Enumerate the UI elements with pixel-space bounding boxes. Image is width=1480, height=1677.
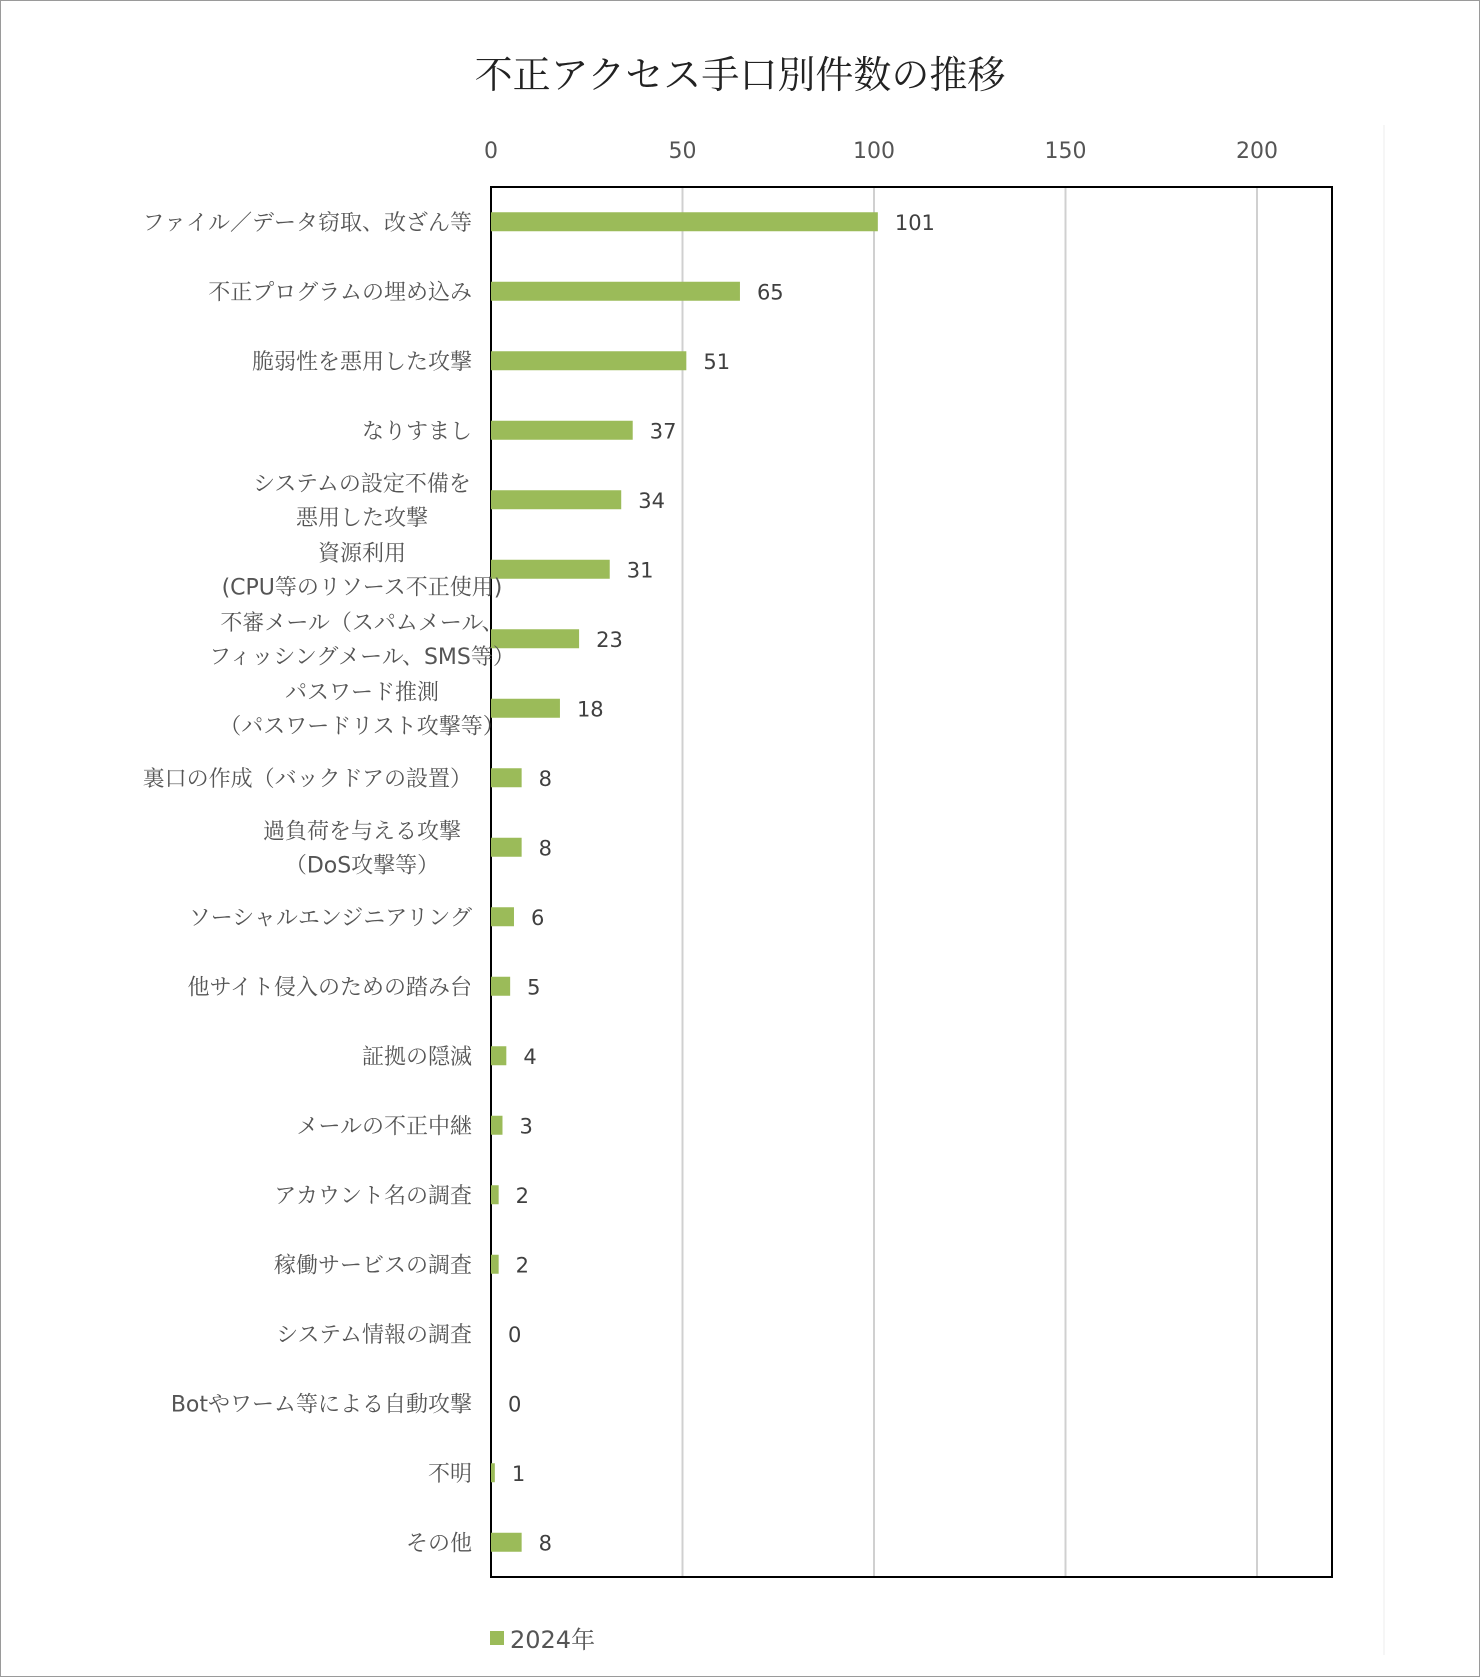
data-label: 2	[515, 1183, 530, 1208]
data-label: 5	[527, 975, 541, 1000]
category-label: アカウント名の調査	[274, 1183, 472, 1209]
bar	[491, 1533, 522, 1552]
category-label: （DoS攻撃等）	[284, 853, 440, 879]
data-label: 31	[626, 558, 654, 583]
data-label: 2	[515, 1253, 530, 1278]
category-label: 証拠の隠滅	[361, 1044, 472, 1070]
category-label: 他サイト侵入のための踏み台	[187, 975, 472, 1001]
chart-title: 不正アクセス手口別件数の推移	[474, 53, 1006, 97]
x-tick-label: 200	[1236, 139, 1278, 164]
bar	[491, 212, 878, 231]
category-label: 稼働サービスの調査	[273, 1253, 472, 1279]
bar	[491, 560, 610, 579]
category-label: 脆弱性を悪用した攻撃	[251, 349, 472, 375]
category-label: ファイル／データ窃取、改ざん等	[142, 210, 472, 236]
category-label: 不審メール（スパムメール、	[220, 610, 504, 636]
bar	[491, 1116, 502, 1135]
data-label: 65	[756, 280, 784, 305]
bar	[491, 1185, 499, 1204]
x-tick-label: 0	[484, 139, 498, 164]
x-tick-label: 100	[853, 139, 895, 164]
bar	[491, 1463, 495, 1482]
legend-label: 2024年	[510, 1626, 596, 1654]
category-label: 不正プログラムの埋め込み	[208, 280, 472, 306]
data-label: 0	[508, 1322, 522, 1347]
category-label: 裏口の作成（バックドアの設置）	[142, 766, 472, 792]
data-label: 34	[638, 488, 665, 513]
category-label: (CPU等のリソース不正使用)	[221, 575, 503, 601]
data-label: 23	[596, 627, 623, 652]
bar	[491, 838, 522, 857]
data-label: 1	[511, 1461, 526, 1486]
data-label: 37	[649, 419, 677, 444]
bar	[491, 768, 522, 787]
bar	[491, 282, 740, 301]
data-label: 4	[523, 1044, 537, 1069]
data-label: 18	[576, 697, 604, 722]
data-label: 0	[508, 1392, 522, 1417]
category-label: 悪用した攻撃	[295, 505, 429, 531]
bar	[491, 351, 686, 370]
data-label: 6	[530, 905, 545, 930]
category-label: なりすまし	[361, 419, 472, 445]
category-label: システムの設定不備を	[253, 471, 471, 497]
data-label: 8	[538, 836, 553, 861]
category-label: メールの不正中継	[296, 1114, 472, 1140]
category-label: （パスワードリスト攻撃等）	[219, 714, 505, 740]
legend	[490, 1620, 595, 1655]
category-label: 不明	[427, 1461, 472, 1487]
bar	[491, 1255, 499, 1274]
category-label: Botやワーム等による自動攻撃	[170, 1392, 472, 1418]
data-label: 101	[894, 210, 935, 235]
category-label: フィッシングメール、SMS等）	[209, 644, 515, 670]
bar	[491, 490, 621, 509]
bar	[491, 977, 510, 996]
legend-swatch	[490, 1631, 504, 1645]
category-label: その他	[405, 1531, 472, 1557]
x-tick-label: 150	[1044, 139, 1087, 164]
bar	[491, 907, 514, 926]
x-tick-label: 50	[668, 139, 697, 164]
data-label: 8	[538, 766, 553, 791]
category-label: パスワード推測	[284, 680, 440, 706]
data-label: 8	[538, 1531, 553, 1556]
data-label: 3	[519, 1114, 533, 1139]
category-label: 資源利用	[317, 541, 407, 567]
category-label: システム情報の調査	[276, 1322, 472, 1348]
bar	[491, 421, 633, 440]
category-label: 過負荷を与える攻撃	[262, 819, 462, 845]
data-label: 51	[703, 349, 731, 374]
category-label: ソーシャルエンジニアリング	[188, 905, 472, 931]
bar	[491, 1046, 506, 1065]
plot-area-border	[491, 187, 1332, 1577]
